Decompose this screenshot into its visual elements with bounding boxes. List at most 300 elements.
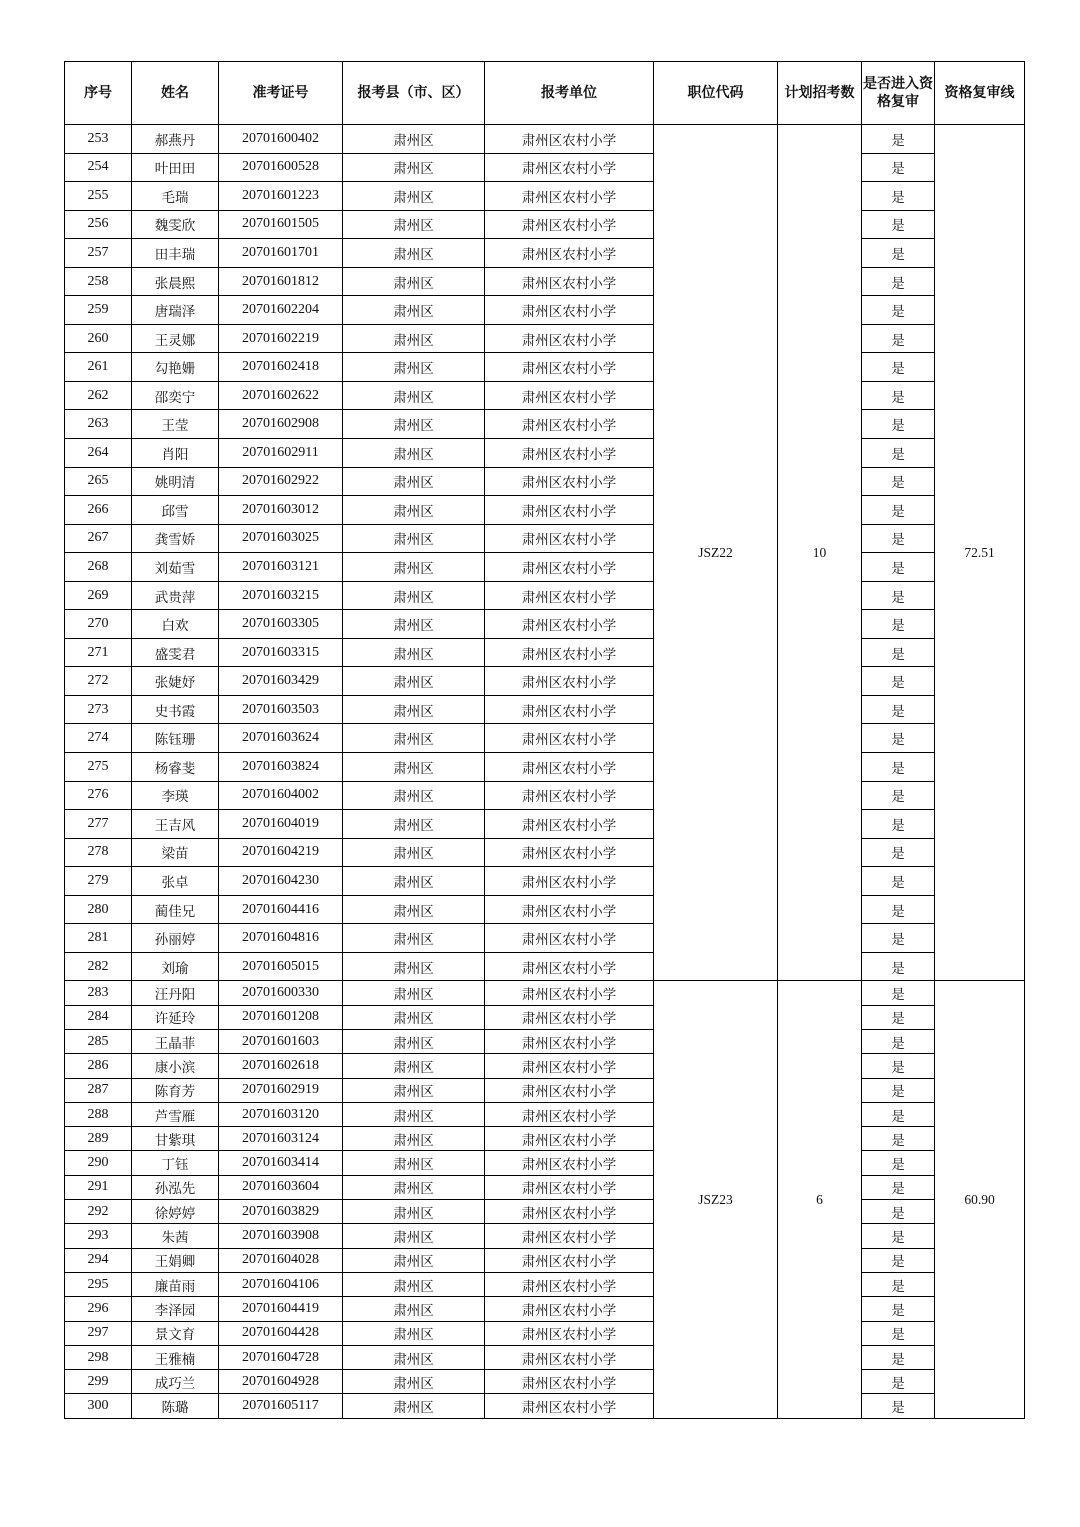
qualification-review-table (64, 61, 1025, 1419)
name-cell: 勾艳姗 (132, 353, 219, 382)
name-cell: 廉苗雨 (132, 1272, 219, 1296)
ticket-cell: 20701604428 (219, 1321, 343, 1345)
header-ticket: 准考证号 (219, 62, 343, 125)
table-row (65, 1321, 1025, 1345)
table-row (65, 724, 1025, 753)
county-cell: 肃州区 (343, 553, 485, 582)
unit-cell: 肃州区农村小学 (485, 1054, 654, 1078)
unit-cell: 肃州区农村小学 (485, 153, 654, 182)
seq-cell: 300 (65, 1394, 132, 1418)
review-status-cell: 是 (862, 1054, 935, 1078)
county-cell: 肃州区 (343, 1127, 485, 1151)
unit-cell: 肃州区农村小学 (485, 239, 654, 268)
seq-cell: 284 (65, 1005, 132, 1029)
review-status-cell: 是 (862, 1030, 935, 1054)
name-cell: 邵奕宁 (132, 381, 219, 410)
ticket-cell: 20701603908 (219, 1224, 343, 1248)
review-status-cell: 是 (862, 182, 935, 211)
review-status-cell: 是 (862, 1297, 935, 1321)
name-cell: 郝燕丹 (132, 125, 219, 154)
seq-cell: 261 (65, 353, 132, 382)
review-status-cell: 是 (862, 695, 935, 724)
table-row (65, 1370, 1025, 1394)
seq-cell: 297 (65, 1321, 132, 1345)
table-row (65, 753, 1025, 782)
header-row (65, 62, 1025, 125)
name-cell: 武贵萍 (132, 581, 219, 610)
county-cell: 肃州区 (343, 439, 485, 468)
header-plan-count: 计划招考数 (778, 62, 862, 125)
review-line-cell: 60.90 (935, 981, 1025, 1418)
review-status-cell: 是 (862, 381, 935, 410)
unit-cell: 肃州区农村小学 (485, 410, 654, 439)
name-cell: 王吉风 (132, 810, 219, 839)
county-cell: 肃州区 (343, 210, 485, 239)
table-row (65, 1175, 1025, 1199)
table-row (65, 895, 1025, 924)
review-status-cell: 是 (862, 1151, 935, 1175)
name-cell: 蔺佳兄 (132, 895, 219, 924)
county-cell: 肃州区 (343, 1151, 485, 1175)
unit-cell: 肃州区农村小学 (485, 1200, 654, 1224)
seq-cell: 289 (65, 1127, 132, 1151)
name-cell: 甘紫琪 (132, 1127, 219, 1151)
name-cell: 王晶菲 (132, 1030, 219, 1054)
ticket-cell: 20701604728 (219, 1345, 343, 1369)
review-status-cell: 是 (862, 781, 935, 810)
table-row (65, 952, 1025, 981)
table-row (65, 838, 1025, 867)
county-cell: 肃州区 (343, 981, 485, 1005)
table-row (65, 867, 1025, 896)
ticket-cell: 20701604416 (219, 895, 343, 924)
name-cell: 白欢 (132, 610, 219, 639)
county-cell: 肃州区 (343, 467, 485, 496)
table-row (65, 1297, 1025, 1321)
table-row (65, 1394, 1025, 1418)
table-row (65, 267, 1025, 296)
seq-cell: 265 (65, 467, 132, 496)
unit-cell: 肃州区农村小学 (485, 1005, 654, 1029)
name-cell: 张婕妤 (132, 667, 219, 696)
unit-cell: 肃州区农村小学 (485, 381, 654, 410)
unit-cell: 肃州区农村小学 (485, 1102, 654, 1126)
seq-cell: 259 (65, 296, 132, 325)
county-cell: 肃州区 (343, 410, 485, 439)
county-cell: 肃州区 (343, 667, 485, 696)
ticket-cell: 20701604928 (219, 1370, 343, 1394)
county-cell: 肃州区 (343, 324, 485, 353)
ticket-cell: 20701604816 (219, 924, 343, 953)
ticket-cell: 20701602204 (219, 296, 343, 325)
header-review-line: 资格复审线 (935, 62, 1025, 125)
table-row (65, 638, 1025, 667)
review-status-cell: 是 (862, 1127, 935, 1151)
table-row (65, 239, 1025, 268)
name-cell: 魏雯欣 (132, 210, 219, 239)
ticket-cell: 20701603124 (219, 1127, 343, 1151)
review-status-cell: 是 (862, 1394, 935, 1418)
name-cell: 唐瑞泽 (132, 296, 219, 325)
county-cell: 肃州区 (343, 267, 485, 296)
review-status-cell: 是 (862, 1005, 935, 1029)
unit-cell: 肃州区农村小学 (485, 581, 654, 610)
unit-cell: 肃州区农村小学 (485, 125, 654, 154)
review-status-cell: 是 (862, 981, 935, 1005)
seq-cell: 272 (65, 667, 132, 696)
seq-cell: 277 (65, 810, 132, 839)
review-status-cell: 是 (862, 153, 935, 182)
seq-cell: 280 (65, 895, 132, 924)
county-cell: 肃州区 (343, 581, 485, 610)
county-cell: 肃州区 (343, 867, 485, 896)
seq-cell: 258 (65, 267, 132, 296)
county-cell: 肃州区 (343, 753, 485, 782)
table-row (65, 410, 1025, 439)
unit-cell: 肃州区农村小学 (485, 952, 654, 981)
review-status-cell: 是 (862, 239, 935, 268)
table-row (65, 524, 1025, 553)
name-cell: 毛瑞 (132, 182, 219, 211)
seq-cell: 262 (65, 381, 132, 410)
table-row (65, 1200, 1025, 1224)
county-cell: 肃州区 (343, 610, 485, 639)
seq-cell: 254 (65, 153, 132, 182)
header-county: 报考县（市、区） (343, 62, 485, 125)
seq-cell: 293 (65, 1224, 132, 1248)
ticket-cell: 20701604019 (219, 810, 343, 839)
name-cell: 姚明清 (132, 467, 219, 496)
position-code-cell: JSZ23 (654, 981, 778, 1418)
county-cell: 肃州区 (343, 838, 485, 867)
table-row (65, 1005, 1025, 1029)
table-row (65, 695, 1025, 724)
unit-cell: 肃州区农村小学 (485, 267, 654, 296)
unit-cell: 肃州区农村小学 (485, 467, 654, 496)
header-seq: 序号 (65, 62, 132, 125)
seq-cell: 279 (65, 867, 132, 896)
county-cell: 肃州区 (343, 1321, 485, 1345)
ticket-cell: 20701600528 (219, 153, 343, 182)
county-cell: 肃州区 (343, 638, 485, 667)
position-code-cell: JSZ22 (654, 125, 778, 981)
seq-cell: 291 (65, 1175, 132, 1199)
ticket-cell: 20701603604 (219, 1175, 343, 1199)
ticket-cell: 20701604002 (219, 781, 343, 810)
county-cell: 肃州区 (343, 1054, 485, 1078)
name-cell: 杨睿斐 (132, 753, 219, 782)
seq-cell: 266 (65, 496, 132, 525)
unit-cell: 肃州区农村小学 (485, 553, 654, 582)
table-row (65, 1030, 1025, 1054)
seq-cell: 255 (65, 182, 132, 211)
ticket-cell: 20701601603 (219, 1030, 343, 1054)
seq-cell: 263 (65, 410, 132, 439)
ticket-cell: 20701603829 (219, 1200, 343, 1224)
ticket-cell: 20701604106 (219, 1272, 343, 1296)
table-row (65, 1151, 1025, 1175)
header-position-code: 职位代码 (654, 62, 778, 125)
county-cell: 肃州区 (343, 1005, 485, 1029)
seq-cell: 264 (65, 439, 132, 468)
ticket-cell: 20701601812 (219, 267, 343, 296)
seq-cell: 276 (65, 781, 132, 810)
ticket-cell: 20701602922 (219, 467, 343, 496)
seq-cell: 268 (65, 553, 132, 582)
review-status-cell: 是 (862, 1272, 935, 1296)
plan-count-cell: 10 (778, 125, 862, 981)
name-cell: 孙丽婷 (132, 924, 219, 953)
county-cell: 肃州区 (343, 353, 485, 382)
review-status-cell: 是 (862, 125, 935, 154)
unit-cell: 肃州区农村小学 (485, 724, 654, 753)
review-status-cell: 是 (862, 1321, 935, 1345)
name-cell: 李泽园 (132, 1297, 219, 1321)
seq-cell: 298 (65, 1345, 132, 1369)
ticket-cell: 20701602618 (219, 1054, 343, 1078)
ticket-cell: 20701605015 (219, 952, 343, 981)
review-status-cell: 是 (862, 667, 935, 696)
name-cell: 陈璐 (132, 1394, 219, 1418)
table-row (65, 553, 1025, 582)
review-status-cell: 是 (862, 553, 935, 582)
review-status-cell: 是 (862, 210, 935, 239)
seq-cell: 267 (65, 524, 132, 553)
county-cell: 肃州区 (343, 381, 485, 410)
unit-cell: 肃州区农村小学 (485, 1248, 654, 1272)
table-row (65, 1127, 1025, 1151)
ticket-cell: 20701600402 (219, 125, 343, 154)
table-row (65, 981, 1025, 1005)
header-review-status: 是否进入资格复审 (863, 76, 933, 110)
county-cell: 肃州区 (343, 524, 485, 553)
name-cell: 王娟卿 (132, 1248, 219, 1272)
seq-cell: 271 (65, 638, 132, 667)
county-cell: 肃州区 (343, 924, 485, 953)
ticket-cell: 20701601505 (219, 210, 343, 239)
ticket-cell: 20701603120 (219, 1102, 343, 1126)
review-status-cell: 是 (862, 753, 935, 782)
unit-cell: 肃州区农村小学 (485, 1127, 654, 1151)
unit-cell: 肃州区农村小学 (485, 981, 654, 1005)
county-cell: 肃州区 (343, 496, 485, 525)
review-status-cell: 是 (862, 324, 935, 353)
table-row (65, 125, 1025, 154)
unit-cell: 肃州区农村小学 (485, 838, 654, 867)
ticket-cell: 20701605117 (219, 1394, 343, 1418)
name-cell: 龚雪娇 (132, 524, 219, 553)
table-row (65, 496, 1025, 525)
unit-cell: 肃州区农村小学 (485, 781, 654, 810)
county-cell: 肃州区 (343, 724, 485, 753)
unit-cell: 肃州区农村小学 (485, 496, 654, 525)
review-status-cell: 是 (862, 1345, 935, 1369)
seq-cell: 288 (65, 1102, 132, 1126)
name-cell: 陈钰珊 (132, 724, 219, 753)
seq-cell: 282 (65, 952, 132, 981)
table-row (65, 1345, 1025, 1369)
ticket-cell: 20701601223 (219, 182, 343, 211)
seq-cell: 281 (65, 924, 132, 953)
unit-cell: 肃州区农村小学 (485, 182, 654, 211)
county-cell: 肃州区 (343, 1078, 485, 1102)
table-row (65, 924, 1025, 953)
table-row (65, 439, 1025, 468)
table-row (65, 1078, 1025, 1102)
table-row (65, 781, 1025, 810)
ticket-cell: 20701604230 (219, 867, 343, 896)
ticket-cell: 20701601208 (219, 1005, 343, 1029)
ticket-cell: 20701602219 (219, 324, 343, 353)
seq-cell: 257 (65, 239, 132, 268)
ticket-cell: 20701602911 (219, 439, 343, 468)
name-cell: 王雅楠 (132, 1345, 219, 1369)
name-cell: 孙泓先 (132, 1175, 219, 1199)
plan-count-cell: 6 (778, 981, 862, 1418)
county-cell: 肃州区 (343, 296, 485, 325)
name-cell: 成巧兰 (132, 1370, 219, 1394)
unit-cell: 肃州区农村小学 (485, 867, 654, 896)
table-row (65, 610, 1025, 639)
review-status-cell: 是 (862, 867, 935, 896)
ticket-cell: 20701603503 (219, 695, 343, 724)
unit-cell: 肃州区农村小学 (485, 895, 654, 924)
unit-cell: 肃州区农村小学 (485, 1175, 654, 1199)
unit-cell: 肃州区农村小学 (485, 1370, 654, 1394)
name-cell: 田丰瑞 (132, 239, 219, 268)
name-cell: 许延玲 (132, 1005, 219, 1029)
unit-cell: 肃州区农村小学 (485, 1394, 654, 1418)
county-cell: 肃州区 (343, 895, 485, 924)
name-cell: 王莹 (132, 410, 219, 439)
review-status-cell: 是 (862, 638, 935, 667)
county-cell: 肃州区 (343, 1394, 485, 1418)
table-row (65, 467, 1025, 496)
unit-cell: 肃州区农村小学 (485, 1345, 654, 1369)
table-row (65, 1102, 1025, 1126)
unit-cell: 肃州区农村小学 (485, 924, 654, 953)
ticket-cell: 20701602919 (219, 1078, 343, 1102)
unit-cell: 肃州区农村小学 (485, 1224, 654, 1248)
ticket-cell: 20701603624 (219, 724, 343, 753)
ticket-cell: 20701600330 (219, 981, 343, 1005)
header-name: 姓名 (132, 62, 219, 125)
ticket-cell: 20701601701 (219, 239, 343, 268)
unit-cell: 肃州区农村小学 (485, 296, 654, 325)
ticket-cell: 20701604028 (219, 1248, 343, 1272)
review-status-cell: 是 (862, 524, 935, 553)
review-status-cell: 是 (862, 353, 935, 382)
county-cell: 肃州区 (343, 239, 485, 268)
ticket-cell: 20701603121 (219, 553, 343, 582)
name-cell: 刘茹雪 (132, 553, 219, 582)
seq-cell: 260 (65, 324, 132, 353)
review-status-cell: 是 (862, 1224, 935, 1248)
unit-cell: 肃州区农村小学 (485, 753, 654, 782)
table-row (65, 324, 1025, 353)
name-cell: 梁苗 (132, 838, 219, 867)
review-status-cell: 是 (862, 924, 935, 953)
table-row (65, 296, 1025, 325)
unit-cell: 肃州区农村小学 (485, 1272, 654, 1296)
seq-cell: 292 (65, 1200, 132, 1224)
unit-cell: 肃州区农村小学 (485, 810, 654, 839)
unit-cell: 肃州区农村小学 (485, 638, 654, 667)
seq-cell: 296 (65, 1297, 132, 1321)
seq-cell: 299 (65, 1370, 132, 1394)
review-status-cell: 是 (862, 838, 935, 867)
header-unit: 报考单位 (485, 62, 654, 125)
seq-cell: 283 (65, 981, 132, 1005)
unit-cell: 肃州区农村小学 (485, 1321, 654, 1345)
review-status-cell: 是 (862, 296, 935, 325)
county-cell: 肃州区 (343, 810, 485, 839)
seq-cell: 286 (65, 1054, 132, 1078)
review-status-cell: 是 (862, 1370, 935, 1394)
name-cell: 朱茜 (132, 1224, 219, 1248)
name-cell: 肖阳 (132, 439, 219, 468)
review-status-cell: 是 (862, 1200, 935, 1224)
unit-cell: 肃州区农村小学 (485, 667, 654, 696)
ticket-cell: 20701602908 (219, 410, 343, 439)
ticket-cell: 20701603824 (219, 753, 343, 782)
county-cell: 肃州区 (343, 153, 485, 182)
review-status-cell: 是 (862, 1175, 935, 1199)
name-cell: 李瑛 (132, 781, 219, 810)
review-status-cell: 是 (862, 467, 935, 496)
review-status-cell: 是 (862, 952, 935, 981)
seq-cell: 285 (65, 1030, 132, 1054)
unit-cell: 肃州区农村小学 (485, 1297, 654, 1321)
table-row (65, 1272, 1025, 1296)
name-cell: 邱雪 (132, 496, 219, 525)
review-status-cell: 是 (862, 439, 935, 468)
table-row (65, 153, 1025, 182)
county-cell: 肃州区 (343, 1370, 485, 1394)
name-cell: 史书霞 (132, 695, 219, 724)
review-status-cell: 是 (862, 1248, 935, 1272)
table-row (65, 810, 1025, 839)
seq-cell: 290 (65, 1151, 132, 1175)
unit-cell: 肃州区农村小学 (485, 1078, 654, 1102)
ticket-cell: 20701602622 (219, 381, 343, 410)
table-row (65, 581, 1025, 610)
county-cell: 肃州区 (343, 695, 485, 724)
county-cell: 肃州区 (343, 182, 485, 211)
table-row (65, 1054, 1025, 1078)
name-cell: 丁钰 (132, 1151, 219, 1175)
seq-cell: 275 (65, 753, 132, 782)
review-status-cell: 是 (862, 1078, 935, 1102)
review-status-cell: 是 (862, 581, 935, 610)
name-cell: 王灵娜 (132, 324, 219, 353)
table-row (65, 667, 1025, 696)
ticket-cell: 20701603025 (219, 524, 343, 553)
name-cell: 景文育 (132, 1321, 219, 1345)
unit-cell: 肃州区农村小学 (485, 324, 654, 353)
county-cell: 肃州区 (343, 952, 485, 981)
ticket-cell: 20701603414 (219, 1151, 343, 1175)
seq-cell: 270 (65, 610, 132, 639)
name-cell: 刘瑜 (132, 952, 219, 981)
seq-cell: 256 (65, 210, 132, 239)
review-status-cell: 是 (862, 610, 935, 639)
seq-cell: 253 (65, 125, 132, 154)
county-cell: 肃州区 (343, 781, 485, 810)
review-status-cell: 是 (862, 724, 935, 753)
unit-cell: 肃州区农村小学 (485, 1030, 654, 1054)
seq-cell: 273 (65, 695, 132, 724)
